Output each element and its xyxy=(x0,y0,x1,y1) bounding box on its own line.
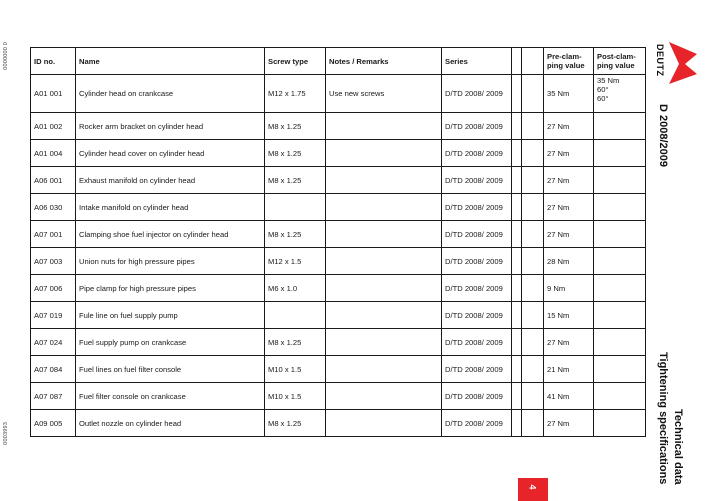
table-cell xyxy=(594,221,646,248)
table-cell: A07 003 xyxy=(31,248,76,275)
table-row xyxy=(31,275,646,302)
table-cell: 27 Nm xyxy=(544,167,594,194)
table-cell xyxy=(522,248,544,275)
table-row xyxy=(31,410,646,437)
table-cell: 15 Nm xyxy=(544,302,594,329)
table-cell xyxy=(522,75,544,113)
table-cell: D/TD 2008/ 2009 xyxy=(442,248,512,275)
table-row xyxy=(31,329,646,356)
column-header: Name xyxy=(76,48,265,75)
table-cell xyxy=(326,167,442,194)
table-cell xyxy=(522,383,544,410)
table-cell: M8 x 1.25 xyxy=(265,140,326,167)
table-cell xyxy=(512,167,522,194)
column-header: Screw type xyxy=(265,48,326,75)
table-cell xyxy=(522,329,544,356)
table-cell: 21 Nm xyxy=(544,356,594,383)
table-cell: Fuel supply pump on crankcase xyxy=(76,329,265,356)
table-cell xyxy=(326,221,442,248)
table-cell xyxy=(512,383,522,410)
table-row xyxy=(31,248,646,275)
table-cell: M12 x 1.5 xyxy=(265,248,326,275)
margin-code-bottom: 0003993 xyxy=(3,422,9,445)
table-cell xyxy=(512,221,522,248)
section-title: Tightening specifications xyxy=(657,352,669,485)
table-cell xyxy=(594,410,646,437)
table-cell: M8 x 1.25 xyxy=(265,113,326,140)
column-header: Notes / Remarks xyxy=(326,48,442,75)
table-cell xyxy=(326,383,442,410)
table-row xyxy=(31,194,646,221)
table-cell: D/TD 2008/ 2009 xyxy=(442,275,512,302)
table-cell xyxy=(512,75,522,113)
table-cell: D/TD 2008/ 2009 xyxy=(442,302,512,329)
table-cell: A01 001 xyxy=(31,75,76,113)
table-cell: A07 019 xyxy=(31,302,76,329)
table-cell: D/TD 2008/ 2009 xyxy=(442,113,512,140)
table-cell: Clamping shoe fuel injector on cylinder head xyxy=(76,221,265,248)
table-cell: A06 001 xyxy=(31,167,76,194)
table-cell xyxy=(512,329,522,356)
column-header: Pre-clam-ping value xyxy=(544,48,594,75)
table-cell xyxy=(522,140,544,167)
table-row xyxy=(31,75,646,113)
table-cell: M12 x 1.75 xyxy=(265,75,326,113)
table-cell: 35 Nm xyxy=(544,75,594,113)
table-cell xyxy=(522,356,544,383)
table-cell: D/TD 2008/ 2009 xyxy=(442,221,512,248)
logo-text: DEUTZ xyxy=(655,44,665,77)
right-rail xyxy=(655,40,703,485)
table-cell xyxy=(326,302,442,329)
table-cell: 28 Nm xyxy=(544,248,594,275)
table-cell: 41 Nm xyxy=(544,383,594,410)
table-cell: 27 Nm xyxy=(544,140,594,167)
table-cell: A07 087 xyxy=(31,383,76,410)
table-cell xyxy=(512,275,522,302)
table-cell xyxy=(594,302,646,329)
table-cell: Pipe clamp for high pressure pipes xyxy=(76,275,265,302)
table-cell: Use new screws xyxy=(326,75,442,113)
column-header xyxy=(512,48,522,75)
table-cell: D/TD 2008/ 2009 xyxy=(442,140,512,167)
table-cell: M8 x 1.25 xyxy=(265,221,326,248)
table-cell: A07 024 xyxy=(31,329,76,356)
table-cell: D/TD 2008/ 2009 xyxy=(442,167,512,194)
table-cell xyxy=(326,329,442,356)
table-header-row xyxy=(31,48,646,75)
table-cell xyxy=(594,356,646,383)
table-row xyxy=(31,302,646,329)
table-cell: Fuel lines on fuel filter console xyxy=(76,356,265,383)
table-cell xyxy=(522,302,544,329)
table-cell xyxy=(512,113,522,140)
column-header: Series xyxy=(442,48,512,75)
table-cell: Fule line on fuel supply pump xyxy=(76,302,265,329)
table-cell xyxy=(326,113,442,140)
table-cell: A07 006 xyxy=(31,275,76,302)
table-cell xyxy=(522,167,544,194)
column-header: Post-clam-ping value xyxy=(594,48,646,75)
table-cell: Union nuts for high pressure pipes xyxy=(76,248,265,275)
table-cell: 27 Nm xyxy=(544,113,594,140)
table-cell: Cylinder head cover on cylinder head xyxy=(76,140,265,167)
table-cell xyxy=(594,383,646,410)
chapter-title: Technical data xyxy=(672,409,684,485)
table-cell xyxy=(594,194,646,221)
document-title: D 2008/2009 xyxy=(657,104,669,167)
table-cell: 35 Nm 60° 60° xyxy=(594,75,646,113)
table-cell: 27 Nm xyxy=(544,221,594,248)
column-header xyxy=(522,48,544,75)
table-cell xyxy=(522,275,544,302)
page-number-tab xyxy=(518,478,548,501)
column-header: ID no. xyxy=(31,48,76,75)
table-cell xyxy=(594,140,646,167)
table-cell: Exhaust manifold on cylinder head xyxy=(76,167,265,194)
table-cell xyxy=(512,248,522,275)
table-cell xyxy=(522,194,544,221)
table-cell: M8 x 1.25 xyxy=(265,167,326,194)
table-cell: M10 x 1.5 xyxy=(265,383,326,410)
table-cell xyxy=(522,410,544,437)
table-body xyxy=(31,75,646,437)
table-cell: 9 Nm xyxy=(544,275,594,302)
table-cell: 27 Nm xyxy=(544,329,594,356)
margin-code-top: 0000000 0 xyxy=(3,42,9,70)
table-cell xyxy=(326,275,442,302)
table-cell: M8 x 1.25 xyxy=(265,410,326,437)
table-cell: A01 002 xyxy=(31,113,76,140)
table-row xyxy=(31,167,646,194)
table-cell xyxy=(594,113,646,140)
table-cell: M10 x 1.5 xyxy=(265,356,326,383)
table-cell: A07 084 xyxy=(31,356,76,383)
table-cell xyxy=(326,356,442,383)
table-cell xyxy=(594,248,646,275)
table-cell: Intake manifold on cylinder head xyxy=(76,194,265,221)
table-cell: D/TD 2008/ 2009 xyxy=(442,410,512,437)
table-cell: Outlet nozzle on cylinder head xyxy=(76,410,265,437)
table-cell: 27 Nm xyxy=(544,194,594,221)
table-cell: 27 Nm xyxy=(544,410,594,437)
table-cell: D/TD 2008/ 2009 xyxy=(442,383,512,410)
table-cell xyxy=(512,194,522,221)
table-cell xyxy=(512,410,522,437)
table-cell: Rocker arm bracket on cylinder head xyxy=(76,113,265,140)
table-cell xyxy=(326,194,442,221)
table-cell xyxy=(326,410,442,437)
page-number: 4 xyxy=(527,484,538,490)
table-cell xyxy=(594,275,646,302)
table-cell xyxy=(594,167,646,194)
table-row xyxy=(31,140,646,167)
table-cell: A06 030 xyxy=(31,194,76,221)
table-cell: Cylinder head on crankcase xyxy=(76,75,265,113)
table-cell xyxy=(522,221,544,248)
table-cell xyxy=(512,302,522,329)
table-cell xyxy=(265,302,326,329)
table-cell xyxy=(326,140,442,167)
deutz-logo-icon xyxy=(655,40,700,108)
table-cell: M6 x 1.0 xyxy=(265,275,326,302)
table-cell xyxy=(265,194,326,221)
table-row xyxy=(31,113,646,140)
table-cell xyxy=(512,140,522,167)
table-cell: A07 001 xyxy=(31,221,76,248)
table-cell xyxy=(512,356,522,383)
table-cell xyxy=(522,113,544,140)
table-cell: D/TD 2008/ 2009 xyxy=(442,329,512,356)
table-cell: D/TD 2008/ 2009 xyxy=(442,75,512,113)
table-cell: A09 005 xyxy=(31,410,76,437)
table-cell: M8 x 1.25 xyxy=(265,329,326,356)
table-row xyxy=(31,383,646,410)
table-row xyxy=(31,221,646,248)
table-cell: D/TD 2008/ 2009 xyxy=(442,356,512,383)
table-cell xyxy=(326,248,442,275)
tightening-table xyxy=(30,47,646,437)
table-row xyxy=(31,356,646,383)
table-cell: D/TD 2008/ 2009 xyxy=(442,194,512,221)
table-cell xyxy=(594,329,646,356)
table-cell: A01 004 xyxy=(31,140,76,167)
table-cell: Fuel filter console on crankcase xyxy=(76,383,265,410)
